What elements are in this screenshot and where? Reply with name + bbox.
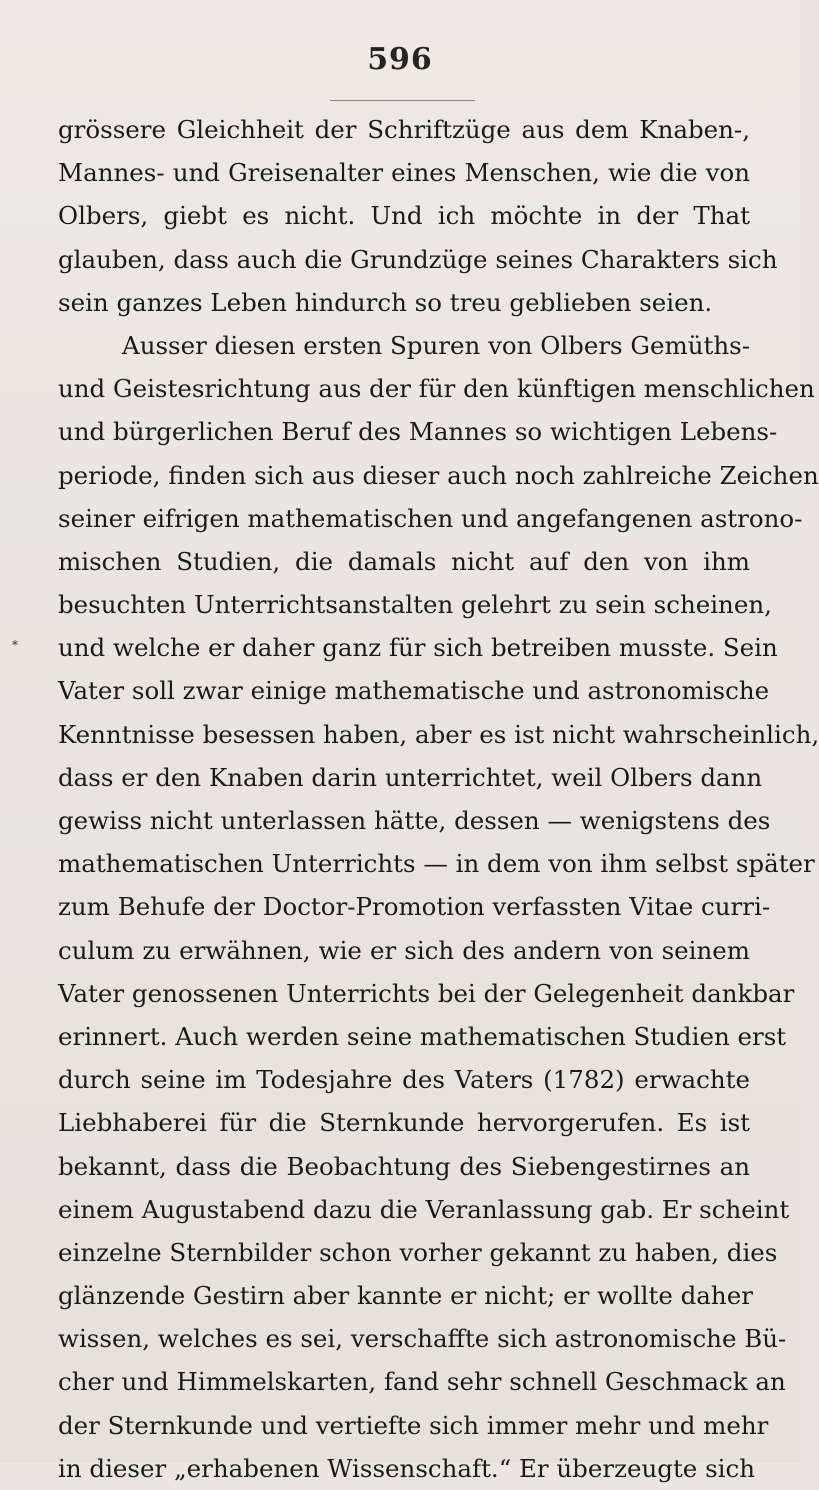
margin-mark: * [12, 638, 18, 652]
text-line: zum Behufe der Doctor-Promotion verfassten Vitae curri- [58, 892, 771, 922]
text-line: Kenntnisse besessen haben, aber es ist nicht wahrscheinlich, [58, 719, 819, 749]
text-line: Vater soll zwar einige mathematische und astronomische [58, 676, 770, 706]
text-line: gewiss nicht unterlassen hätte, dessen — wenigstens des [58, 806, 771, 835]
text-line: dass er den Knaben darin unterrichtet, weil Olbers dann [58, 762, 763, 792]
text-line: und welche er daher ganz für sich betreiben musste. Sein [58, 633, 778, 663]
text-line: glänzende Gestirn aber kannte er nicht; er wollte daher [58, 1281, 753, 1311]
text-line: einzelne Sternbilder schon vorher gekannt zu haben, dies [58, 1237, 778, 1267]
text-line: glauben, dass auch die Grundzüge seines Charakters sich [58, 244, 778, 274]
text-line: der Sternkunde und vertiefte sich immer mehr und mehr [58, 1410, 769, 1440]
page-number-rule [330, 100, 475, 101]
text-line: und bürgerlichen Beruf des Mannes so wichtigen Lebens- [58, 417, 778, 447]
text-line: wissen, welches es sei, verschaffte sich astronomische Bü- [58, 1324, 787, 1354]
text-line: cher und Himmelskarten, fand sehr schnell Geschmack an [58, 1367, 786, 1397]
text-line: culum zu erwähnen, wie er sich des andern von seinem [58, 935, 750, 965]
text-line: und Geistesrichtung aus der für den künftigen menschlichen [58, 374, 815, 404]
text-line: periode, finden sich aus dieser auch noch zahlreiche Zeichen [58, 460, 819, 490]
text-line: grössere Gleichheit der Schriftzüge aus dem Knaben-, [58, 115, 750, 144]
text-line: durch seine im Todesjahre des Vaters (1782) erwachte [58, 1065, 750, 1095]
text-line: Ausser diesen ersten Spuren von Olbers Gemüths- [122, 330, 750, 360]
text-line: sein ganzes Leben hindurch so treu geblieben seien. [58, 287, 713, 317]
body-text [58, 108, 819, 1490]
text-line: seiner eifrigen mathematischen und angefangenen astrono- [58, 503, 803, 533]
text-line: Liebhaberei für die Sternkunde hervorgerufen. Es ist [58, 1108, 750, 1138]
text-line: Vater genossenen Unterrichts bei der Gelegenheit dankbar [58, 978, 795, 1008]
text-line: besuchten Unterrichtsanstalten gelehrt zu sein scheinen, [58, 590, 772, 620]
text-line: mischen Studien, die damals nicht auf den von ihm [58, 546, 750, 576]
text-line: Olbers, giebt es nicht. Und ich möchte in der That [58, 201, 750, 231]
text-line: erinnert. Auch werden seine mathematischen Studien erst [58, 1021, 787, 1051]
text-line: mathematischen Unterrichts — in dem von ihm selbst später [58, 849, 815, 879]
text-line: in dieser „erhabenen Wissenschaft.“ Er überzeugte sich [58, 1453, 755, 1483]
text-line: einem Augustabend dazu die Veranlassung gab. Er scheint [58, 1194, 790, 1224]
text-line: bekannt, dass die Beobachtung des Siebengestirnes an [58, 1151, 750, 1181]
page-number: 596 [367, 42, 433, 77]
text-line: Mannes- und Greisenalter eines Menschen, wie die von [58, 158, 750, 188]
